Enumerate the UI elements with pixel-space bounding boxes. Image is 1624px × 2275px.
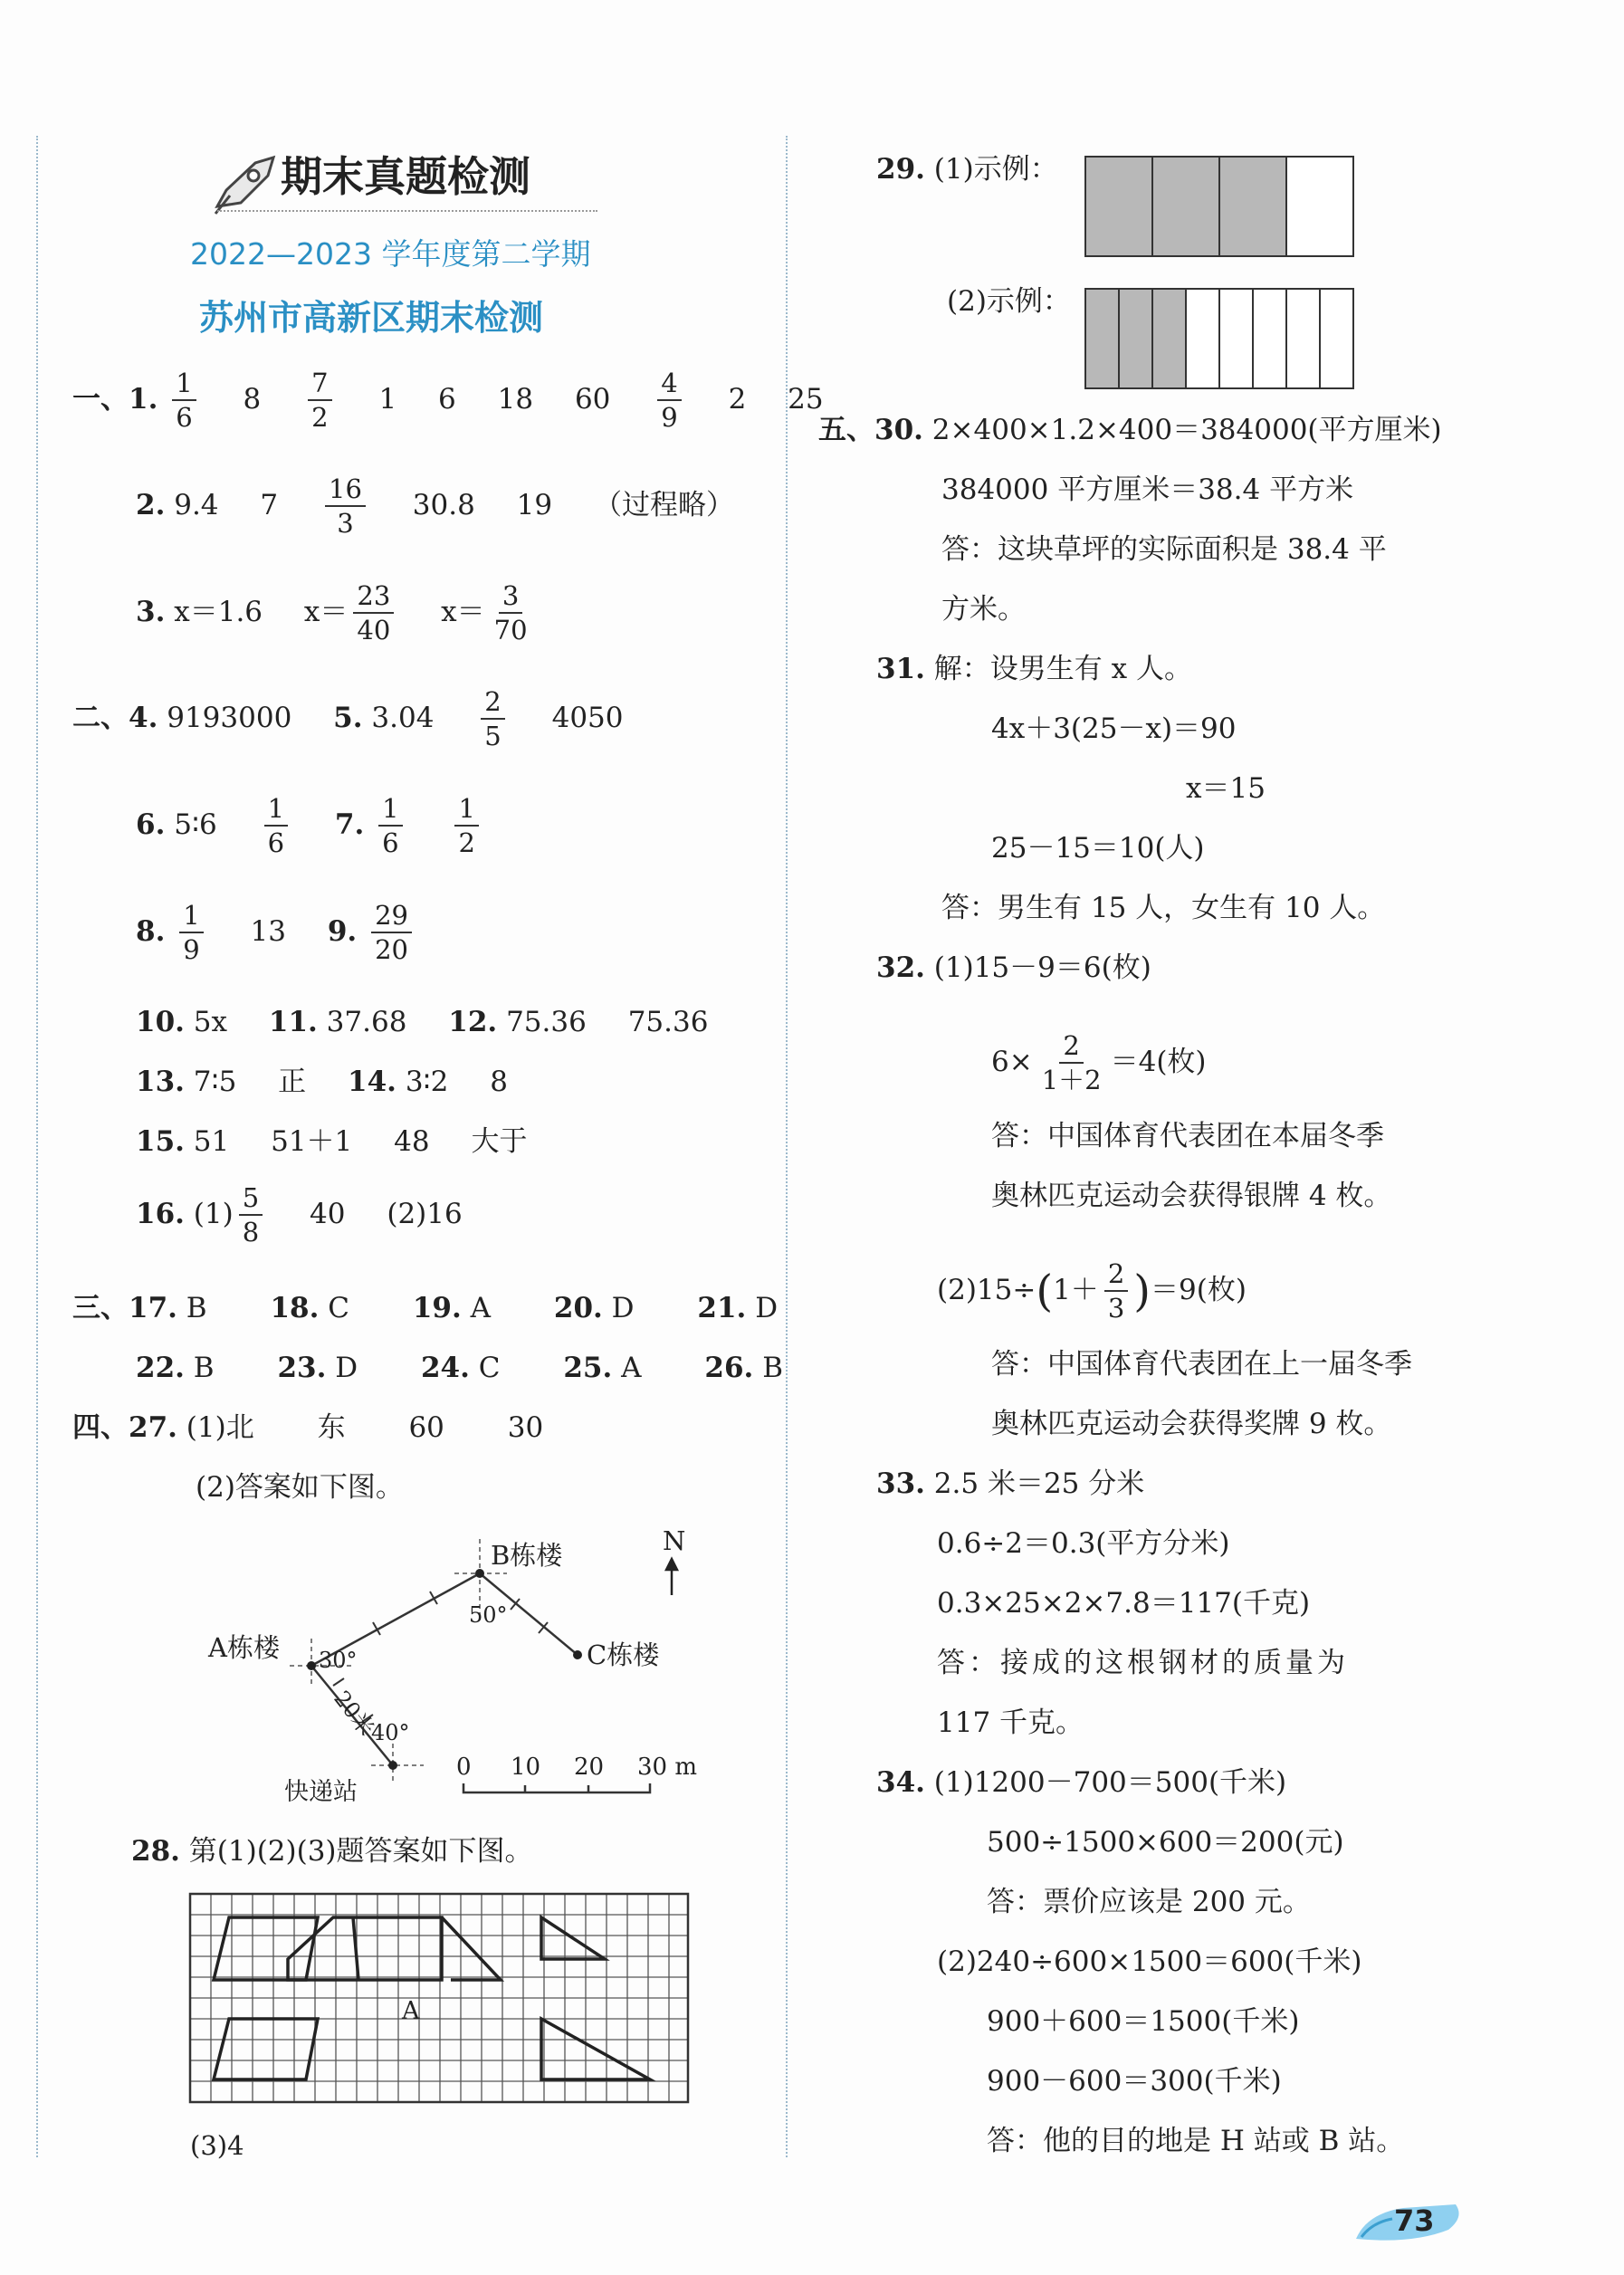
page-number: 73 [1394,2203,1435,2238]
bar2-cell [1187,290,1220,387]
q1-answers: 一、1. $\frac{1}{6}$ 8 $\frac{7}{2}$ 1 6 18 60 $\frac{4}{9}$ 2 25 [72,368,824,434]
q31-line-3: x＝15 [1186,772,1266,805]
q27-part1: 四、27. (1)北 东 60 30 [72,1411,544,1444]
school-year: 2022—2023 学年度第二学期 [190,236,591,272]
q32-line-2: 6× $\frac{2}{1+2}$ ＝4(枚) [991,1030,1207,1096]
bar2-cell [1254,290,1287,387]
q10-q12-answers: 10. 5x 11. 37.68 12. 75.36 75.36 [136,1006,709,1038]
north-arrow-icon [666,1559,677,1595]
scale-20: 20 [574,1754,605,1781]
large-triangle [541,2019,650,2079]
bar1-cell-3 [1220,158,1287,255]
q30-line-1: 五、30. 2×400×1.2×400＝384000(平方厘米) [818,414,1442,446]
q33-line-2: 0.6÷2＝0.3(平方分米) [937,1527,1230,1560]
title-underline [217,210,597,212]
q4-q5-answers: 二、4. 9193000 5. 3.04 $\frac{2}{5}$ 4050 [72,686,624,752]
page-number-badge [1349,2195,1466,2248]
q32-frac: $\frac{2}{1+2}$ [1041,1030,1102,1096]
q32-frac-2: $\frac{2}{3}$ [1104,1260,1128,1323]
label-a: A栋楼 [208,1632,280,1663]
q32-line-3: 答：中国体育代表团在本届冬季 [991,1120,1384,1152]
q31-line-1: 31. 解：设男生有 x 人。 [876,653,1192,685]
q3-answers: 3. x＝1.6 x＝ $\frac{23}{40}$ x＝ $\frac{3}{70}$ [136,582,537,645]
column-divider-left [36,136,38,2157]
q33-line-5: 117 千克。 [937,1706,1084,1739]
column-divider-center [786,136,788,2157]
direction-map [199,1521,742,1820]
grid-figures [188,1892,695,2109]
q1-frac-a: $\frac{1}{6}$ [172,369,196,432]
q34-line-5: 900＋600＝1500(千米) [987,2005,1300,2038]
q32-line-5: (2)15÷(1＋ $\frac{2}{3}$ )＝9(枚) [937,1258,1247,1324]
q28-part3: (3)4 [190,2130,244,2161]
rocket-icon [208,154,281,217]
q15-answers: 15. 51 51＋1 48 大于 [136,1125,528,1158]
q34-line-1: 34. (1)1200－700＝500(千米) [876,1766,1287,1799]
q29-part2: (2)示例： [947,285,1071,318]
label-30deg: 30° [319,1648,358,1673]
q2-frac: $\frac{16}{3}$ [325,475,366,538]
q31-line-5: 答：男生有 15 人，女生有 10 人。 [941,892,1386,924]
q7-frac-b: $\frac{1}{2}$ [454,795,478,857]
bar1-cell-1 [1086,158,1153,255]
point-b [475,1569,484,1578]
q34-line-4: (2)240÷600×1500＝600(千米) [937,1945,1362,1978]
q6-frac: $\frac{1}{6}$ [264,795,288,857]
label-b: B栋楼 [491,1540,563,1571]
q32-line-1: 32. (1)15－9＝6(枚) [876,951,1151,984]
bar1-cell-4 [1287,158,1352,255]
scale-0: 0 [456,1754,472,1781]
q3-frac-a: $\frac{23}{40}$ [353,582,394,645]
point-station [388,1761,397,1770]
q33-line-3: 0.3×25×2×7.8＝117(千克) [937,1587,1311,1620]
q1-frac-b: $\frac{7}{2}$ [308,369,331,432]
label-station: 快递站 [284,1778,358,1806]
label-40deg: 40° [371,1720,410,1745]
bar2-cell [1287,290,1321,387]
q33-line-1: 33. 2.5 米＝25 分米 [876,1467,1145,1500]
bar2-cell [1120,290,1153,387]
exam-title: 苏州市高新区期末检测 [199,298,544,338]
q30-line-4: 方米。 [941,593,1026,626]
small-triangle [541,1917,605,1959]
q30-line-3: 答：这块草坪的实际面积是 38.4 平 [941,533,1387,566]
q8-q9-answers: 8. $\frac{1}{9}$ 13 9. $\frac{29}{20}$ [136,902,417,964]
scale-10: 10 [511,1754,541,1781]
q32-line-4: 奥林匹克运动会获得银牌 4 枚。 [991,1180,1392,1212]
q34-line-3: 答：票价应该是 200 元。 [987,1886,1311,1918]
q2-answers: 2. 9.4 7 $\frac{16}{3}$ 30.8 19 （过程略） [136,473,734,540]
label-50deg: 50° [469,1602,508,1628]
q3-frac-b: $\frac{3}{70}$ [493,580,528,646]
q29-bar-1 [1084,156,1354,257]
bar1-cell-2 [1153,158,1220,255]
q29-bar-2 [1084,288,1354,389]
bar2-cell [1086,290,1120,387]
q30-line-2: 384000 平方厘米＝38.4 平方米 [941,473,1354,506]
point-a [307,1661,316,1670]
q9-frac: $\frac{29}{20}$ [371,902,412,964]
grid-label-a: A [402,1997,420,2025]
q32-line-6: 答：中国体育代表团在上一届冬季 [991,1348,1412,1381]
q34-line-2: 500÷1500×600＝200(元) [987,1826,1344,1859]
q5-frac: $\frac{2}{5}$ [481,688,504,750]
north-label: N [663,1525,686,1556]
q27-part2: (2)答案如下图。 [196,1471,404,1504]
q34-line-6: 900－600＝300(千米) [987,2065,1282,2098]
scale-30m: 30 m [637,1754,698,1781]
bar2-cell [1153,290,1187,387]
q32-line-7: 奥林匹克运动会获得奖牌 9 枚。 [991,1408,1392,1440]
q16-frac: $\frac{5}{8}$ [239,1184,263,1247]
q28-text: 28. 第(1)(2)(3)题答案如下图。 [131,1835,533,1868]
q8-frac: $\frac{1}{9}$ [179,902,203,964]
q34-line-7: 答：他的目的地是 H 站或 B 站。 [987,2125,1405,2157]
label-c: C栋楼 [587,1639,660,1670]
label-distance: 20米 [329,1686,379,1741]
scale-bar [463,1783,650,1792]
q31-line-2: 4x＋3(25－x)＝90 [991,712,1237,745]
q31-line-4: 25－15＝10(人) [991,832,1205,865]
q6-q7-answers: 6. 5∶6 $\frac{1}{6}$ 7. $\frac{1}{6}$ $\frac{1}{2}$ [136,795,484,857]
section-title: 期末真题检测 [281,152,530,201]
point-c [573,1650,582,1659]
q22-q26-answers: 22. B 23. D 24. C 25. A 26. B [136,1352,783,1384]
q16-answers: 16. (1) $\frac{5}{8}$ 40 (2)16 [136,1182,463,1248]
q1-frac-c: $\frac{4}{9}$ [657,369,681,432]
parallelogram-bottom [214,2019,318,2079]
parallelogram-top [214,1917,318,1980]
q17-q21-answers: 三、17. B 18. C 19. A 20. D 21. D [72,1292,779,1324]
bar2-cell [1321,290,1352,387]
bar2-cell [1220,290,1254,387]
q7-frac-a: $\frac{1}{6}$ [378,795,402,857]
q33-line-4: 答：接成的这根钢材的质量为 [937,1647,1349,1679]
q29-part1: 29. (1)示例： [876,153,1058,186]
q13-q14-answers: 13. 7∶5 正 14. 3∶2 8 [136,1066,508,1098]
